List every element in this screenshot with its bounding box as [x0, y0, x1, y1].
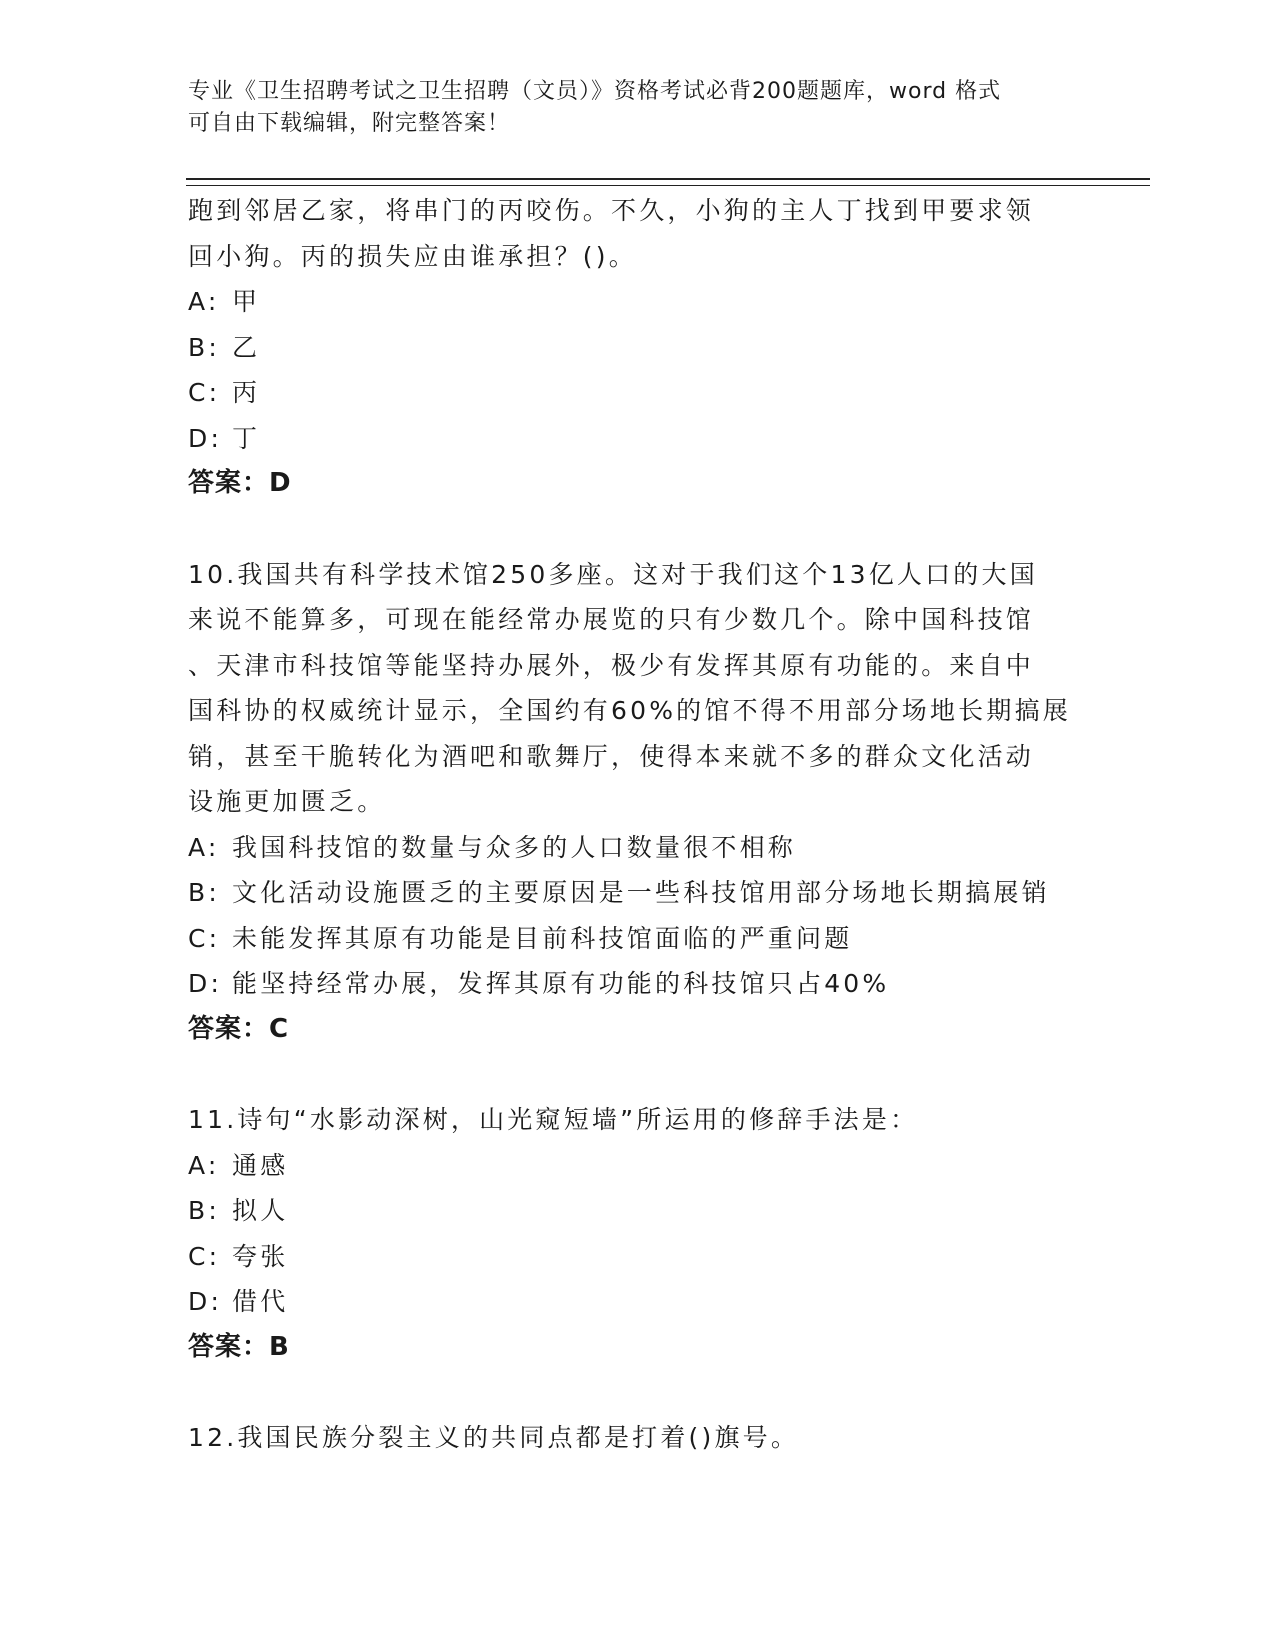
option-text: 丙 — [232, 378, 261, 407]
option-d — [188, 1279, 1088, 1325]
option-b — [188, 1188, 1088, 1234]
option-text: 拟人 — [232, 1196, 289, 1225]
question-stem-line: 11.诗句“水影动深树，山光窥短墙”所运用的修辞手法是： — [188, 1105, 919, 1134]
header-line-1: 专业《卫生招聘考试之卫生招聘（文员）》资格考试必背200题题库，word 格式 — [188, 79, 1002, 104]
option-text: 借代 — [232, 1287, 289, 1316]
question-stem-line: 来说不能算多，可现在能经常办展览的只有少数几个。除中国科技馆 — [188, 605, 1035, 634]
option-key: C: — [188, 378, 221, 407]
answer-line: 答案：C — [188, 1013, 290, 1044]
option-key: A: — [188, 1150, 220, 1180]
spacer — [188, 1052, 1088, 1097]
option-key: D: — [188, 969, 223, 998]
option-key: D: — [188, 423, 223, 453]
option-c — [188, 370, 1088, 416]
option-text: 丁 — [232, 423, 261, 453]
option-c — [188, 1234, 1088, 1280]
option-b — [188, 325, 1088, 371]
option-key: B: — [188, 1196, 220, 1225]
question-stem-line: 12.我国民族分裂主义的共同点都是打着()旗号。 — [188, 1423, 800, 1452]
question-stem-line: 销，甚至干脆转化为酒吧和歌舞厅，使得本来就不多的群众文化活动 — [188, 741, 1035, 771]
question-stem-line: 10.我国共有科学技术馆250多座。这对于我们这个13亿人口的大国 — [188, 559, 1038, 589]
option-key: C: — [188, 923, 221, 953]
option-d — [188, 961, 1088, 1007]
option-d — [188, 416, 1088, 462]
question-stem-line: 、天津市科技馆等能坚持办展外，极少有发挥其原有功能的。来自中 — [188, 650, 1035, 680]
spacer — [188, 507, 1088, 552]
option-key: B: — [188, 332, 220, 362]
question-stem-line: 国科协的权威统计显示，全国约有60%的馆不得不用部分场地长期搞展 — [188, 696, 1071, 725]
question-10 — [188, 552, 1088, 1053]
answer-line: 答案：B — [188, 1331, 290, 1362]
answer-line: 答案：D — [188, 468, 292, 498]
option-key: A: — [188, 832, 220, 862]
header-line-2: 可自由下载编辑，附完整答案！ — [188, 111, 511, 136]
option-key: A: — [188, 287, 220, 316]
option-text: 夸张 — [232, 1241, 289, 1271]
option-b — [188, 870, 1088, 916]
option-text: 通感 — [232, 1150, 289, 1180]
question-9-continued — [188, 188, 1088, 507]
question-12 — [188, 1415, 1088, 1461]
option-a — [188, 279, 1088, 325]
option-text: 甲 — [232, 287, 261, 316]
option-a — [188, 825, 1088, 871]
option-text: 未能发挥其原有功能是目前科技馆面临的严重问题 — [232, 923, 853, 953]
option-text: 乙 — [232, 332, 261, 362]
question-list — [188, 188, 1088, 1461]
option-text: 我国科技馆的数量与众多的人口数量很不相称 — [232, 832, 797, 862]
option-text: 文化活动设施匮乏的主要原因是一些科技馆用部分场地长期搞展销 — [232, 878, 1050, 907]
option-key: B: — [188, 878, 220, 907]
option-key: D: — [188, 1287, 223, 1316]
spacer — [188, 1370, 1088, 1415]
document-header — [188, 76, 1088, 140]
question-stem-line: 跑到邻居乙家，将串门的丙咬伤。不久，小狗的主人丁找到甲要求领 — [188, 196, 1035, 225]
option-text: 能坚持经常办展，发挥其原有功能的科技馆只占40% — [232, 969, 890, 998]
question-stem-line: 回小狗。丙的损失应由谁承担？()。 — [188, 241, 637, 271]
option-key: C: — [188, 1241, 221, 1271]
option-c — [188, 916, 1088, 962]
header-divider — [186, 178, 1150, 186]
question-11 — [188, 1097, 1088, 1370]
question-stem-line: 设施更加匮乏。 — [188, 787, 386, 816]
option-a — [188, 1143, 1088, 1189]
